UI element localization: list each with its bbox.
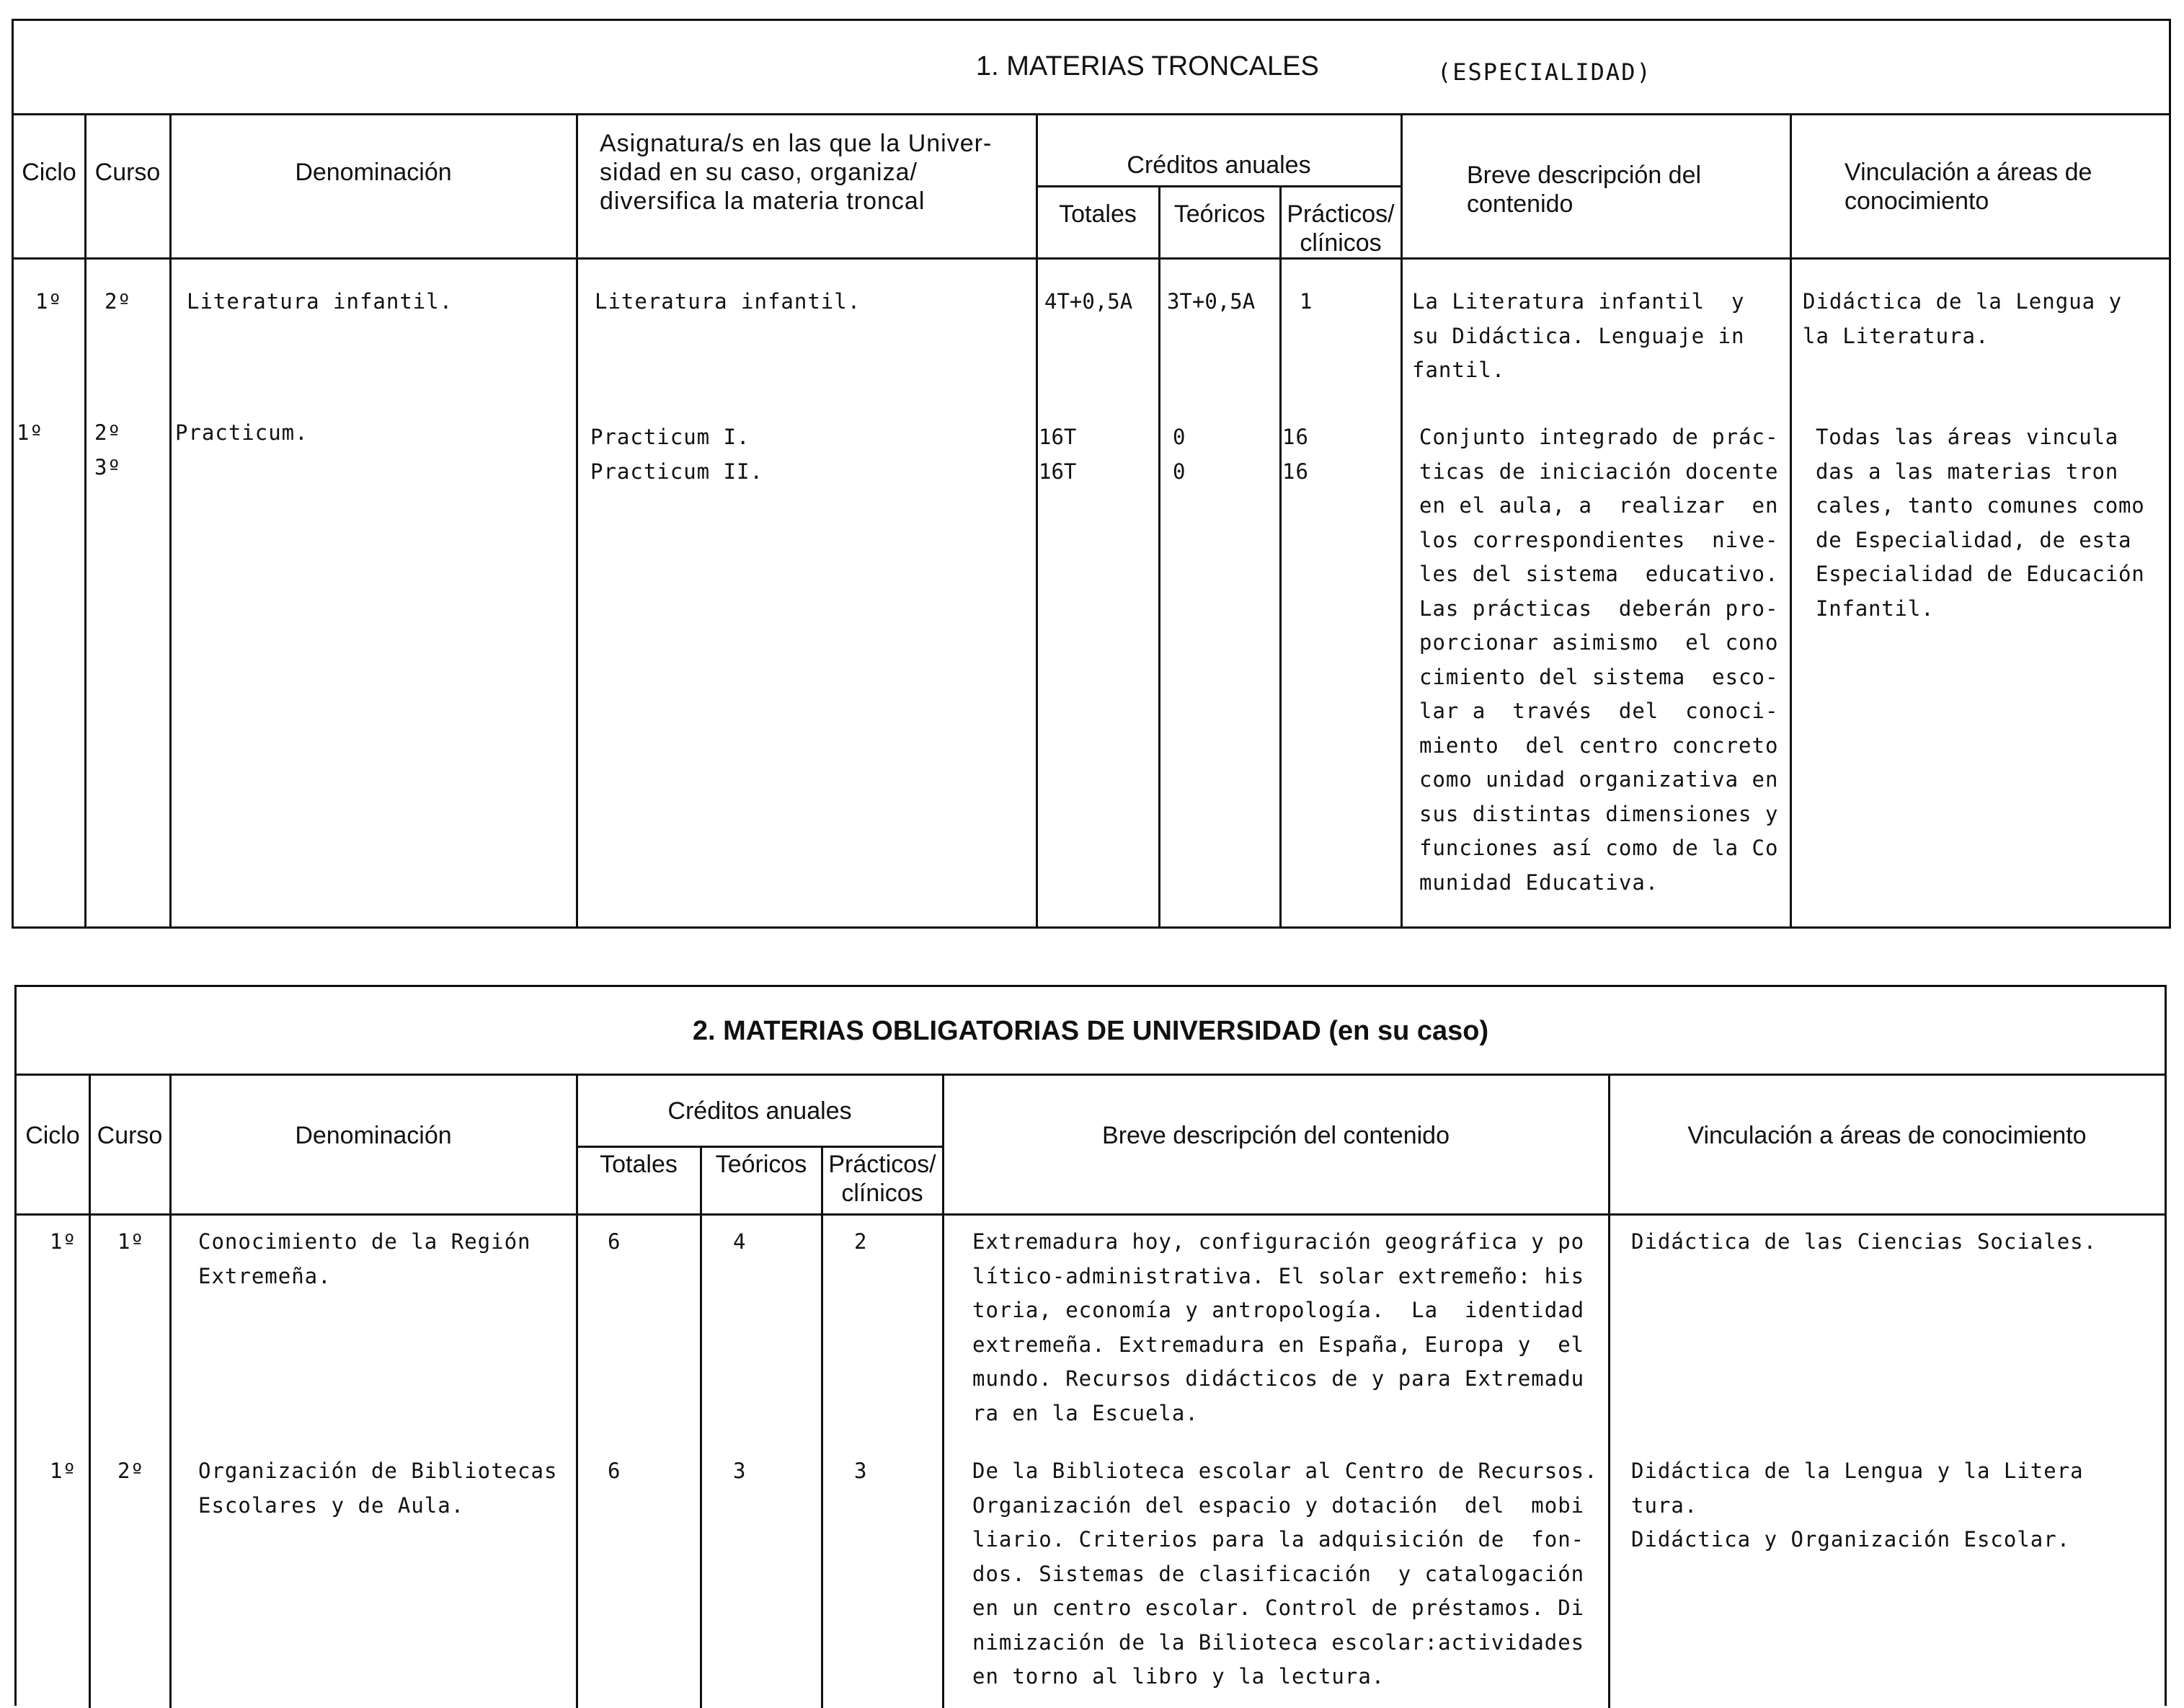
row2-ciclo: 1º (17, 420, 43, 445)
section-title: 2. MATERIAS OBLIGATORIAS DE UNIVERSIDAD (en su caso) (692, 1016, 1489, 1046)
col-divider (942, 1074, 944, 1708)
header-vinculacion: Vinculación a áreas de conocimiento (1845, 159, 2092, 215)
header-denominacion: Denominación (295, 159, 452, 186)
row1-descripcion: Extremadura hoy, configuración geográfica y po lítico-administrativa. El solar extremeño: his toria, economía y antropología. La identidad extremeña. Extremadura en España, Europa y el mundo. Recursos didácticos de y para Extremadu ra en la Escuela. (972, 1229, 1585, 1425)
row2-totales: 16T 16T (1039, 425, 1077, 484)
row2-teoricos: 0 0 (1173, 425, 1186, 484)
row2-practicos: 16 16 (1282, 425, 1309, 484)
col-divider (821, 1146, 823, 1708)
row2-vinculacion: Todas las áreas vincula das a las materias tron cales, tanto comunes como de Especialidad, de esta Especialidad de Educación Infantil. (1816, 425, 2145, 621)
creditos-subrule (1036, 185, 1400, 187)
col-divider (84, 113, 86, 926)
header-asignaturas: Asignatura/s en las que la Univer- sidad en su caso, organiza/ diversifica la materia troncal (600, 130, 993, 215)
row1-vinculacion: Didáctica de las Ciencias Sociales. (1631, 1229, 2098, 1254)
row1-ciclo: 1º (35, 289, 62, 314)
row1-vinculacion: Didáctica de la Lengua y la Literatura. (1803, 289, 2123, 348)
row2-totales: 6 (608, 1459, 621, 1483)
row1-descripcion: La Literatura infantil y su Didáctica. Lenguaje in fantil. (1412, 289, 1745, 382)
col-divider (576, 113, 578, 926)
header-descripcion: Breve descripción del contenido (1102, 1122, 1450, 1149)
row2-ciclo: 1º (50, 1459, 76, 1483)
header-creditos: Créditos anuales (667, 1097, 852, 1125)
section-subtitle: (ESPECIALIDAD) (1437, 58, 1652, 86)
row1-practicos: 1 (1300, 289, 1313, 314)
header-rule (17, 1213, 2165, 1216)
row2-denominacion: Practicum. (175, 420, 308, 445)
header-ciclo: Ciclo (25, 1122, 80, 1149)
header-curso: Curso (97, 1122, 163, 1149)
header-descripcion: Breve descripción del contenido (1467, 161, 1702, 218)
header-totales: Totales (600, 1151, 678, 1178)
header-curso: Curso (94, 159, 161, 186)
row2-teoricos: 3 (733, 1459, 747, 1483)
row1-teoricos: 4 (733, 1229, 747, 1254)
header-creditos: Créditos anuales (1127, 151, 1311, 179)
obligatorias-table (14, 985, 2167, 1706)
row2-denominacion: Organización de Bibliotecas Escolares y de Aula. (198, 1459, 558, 1518)
row1-totales: 4T+0,5A (1044, 289, 1133, 314)
header-practicos: Prácticos/ clínicos (828, 1151, 936, 1207)
creditos-subrule (576, 1146, 942, 1148)
row2-descripcion: De la Biblioteca escolar al Centro de Recursos. Organización del espacio y dotación del mobi liario. Criterios para la adquisición de fon- dos. Sistemas de clasificación y catalogación en un centro escolar. Control de préstamos. Di nimización de la Bilioteca escolar:actividades en torno al libro y la lectura. (972, 1459, 1598, 1689)
col-divider (1608, 1074, 1610, 1708)
row1-denominacion: Conocimiento de la Región Extremeña. (198, 1229, 531, 1288)
row2-descripcion: Conjunto integrado de prác- ticas de iniciación docente en el aula, a realizar en los correspondientes nive- les del sistema educativo. Las prácticas deberán pro- porcionar asimismo el cono cimiento del sistema esco- lar a través del conoci- miento del centro concreto como unidad organizativa en sus distintas dimensiones y funciones así como de la Co munidad Educativa. (1419, 425, 1779, 895)
row1-denominacion: Literatura infantil. (187, 289, 453, 314)
col-divider (1790, 113, 1792, 926)
col-divider (1400, 113, 1403, 926)
header-practicos: Prácticos/ clínicos (1287, 200, 1395, 257)
col-divider (1036, 113, 1038, 926)
row2-curso: 2º (117, 1459, 144, 1483)
col-divider (1158, 185, 1160, 926)
row2-practicos: 3 (854, 1459, 868, 1483)
header-rule (14, 257, 2169, 260)
row1-asignaturas: Literatura infantil. (595, 289, 861, 314)
row1-curso: 1º (117, 1229, 144, 1254)
header-denominacion: Denominación (295, 1122, 452, 1149)
col-divider (89, 1074, 91, 1708)
row1-curso: 2º (105, 289, 131, 314)
row2-vinculacion: Didáctica de la Lengua y la Litera tura. Didáctica y Organización Escolar. (1631, 1459, 2084, 1552)
row1-ciclo: 1º (50, 1229, 76, 1254)
row2-asignaturas: Practicum I. Practicum II. (590, 425, 763, 484)
title-rule (14, 113, 2169, 115)
troncales-table (12, 19, 2171, 929)
row2-curso: 2º 3º (94, 420, 121, 479)
row1-practicos: 2 (854, 1229, 868, 1254)
header-vinculacion: Vinculación a áreas de conocimiento (1687, 1122, 2087, 1149)
row1-teoricos: 3T+0,5A (1167, 289, 1256, 314)
header-totales: Totales (1059, 200, 1137, 228)
col-divider (700, 1146, 702, 1708)
header-teoricos: Teóricos (715, 1151, 807, 1178)
row1-totales: 6 (608, 1229, 621, 1254)
col-divider (169, 113, 172, 926)
col-divider (1279, 185, 1282, 926)
title-rule (17, 1074, 2165, 1076)
section-title: 1. MATERIAS TRONCALES (976, 51, 1319, 81)
header-ciclo: Ciclo (22, 159, 76, 186)
header-teoricos: Teóricos (1173, 200, 1266, 228)
col-divider (169, 1074, 172, 1708)
